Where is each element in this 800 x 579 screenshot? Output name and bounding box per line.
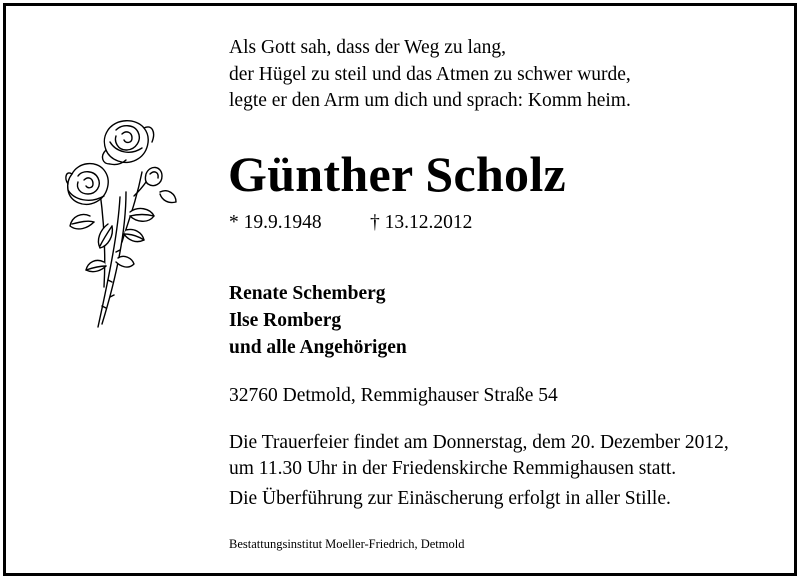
mourner: Ilse Romberg xyxy=(229,310,342,331)
birth-date: * 19.9.1948 xyxy=(229,212,322,233)
poem-line: Als Gott sah, dass der Weg zu lang, xyxy=(229,37,506,58)
rose-bloom-left xyxy=(66,164,108,205)
poem xyxy=(229,35,631,115)
address: 32760 Detmold, Remmighauser Straße 54 xyxy=(229,385,558,406)
rose-bloom-upper xyxy=(103,121,154,165)
transfer-note: Die Überführung zur Einäscherung erfolgt in aller Stille. xyxy=(229,488,671,509)
poem-line: der Hügel zu steil und das Atmen zu schwer wurde, xyxy=(229,63,631,85)
deceased-name: Günther Scholz xyxy=(228,146,567,202)
funeral-home: Bestattungsinstitut Moeller-Friedrich, Detmold xyxy=(229,537,465,551)
service-line: um 11.30 Uhr in der Friedenskirche Remmighausen statt. xyxy=(229,458,677,479)
mourner: und alle Angehörigen xyxy=(229,337,407,358)
service-line: Die Trauerfeier findet am Donnerstag, dem 20. Dezember 2012, xyxy=(229,432,729,453)
death-date: † 13.12.2012 xyxy=(370,212,473,233)
poem-line: legte er den Arm um dich und sprach: Komm heim. xyxy=(229,90,631,111)
mourner: Renate Schemberg xyxy=(229,283,386,304)
rose-icon xyxy=(60,112,180,337)
rose-bud xyxy=(134,167,162,196)
mourners-list xyxy=(229,280,407,361)
service-info xyxy=(229,430,729,482)
